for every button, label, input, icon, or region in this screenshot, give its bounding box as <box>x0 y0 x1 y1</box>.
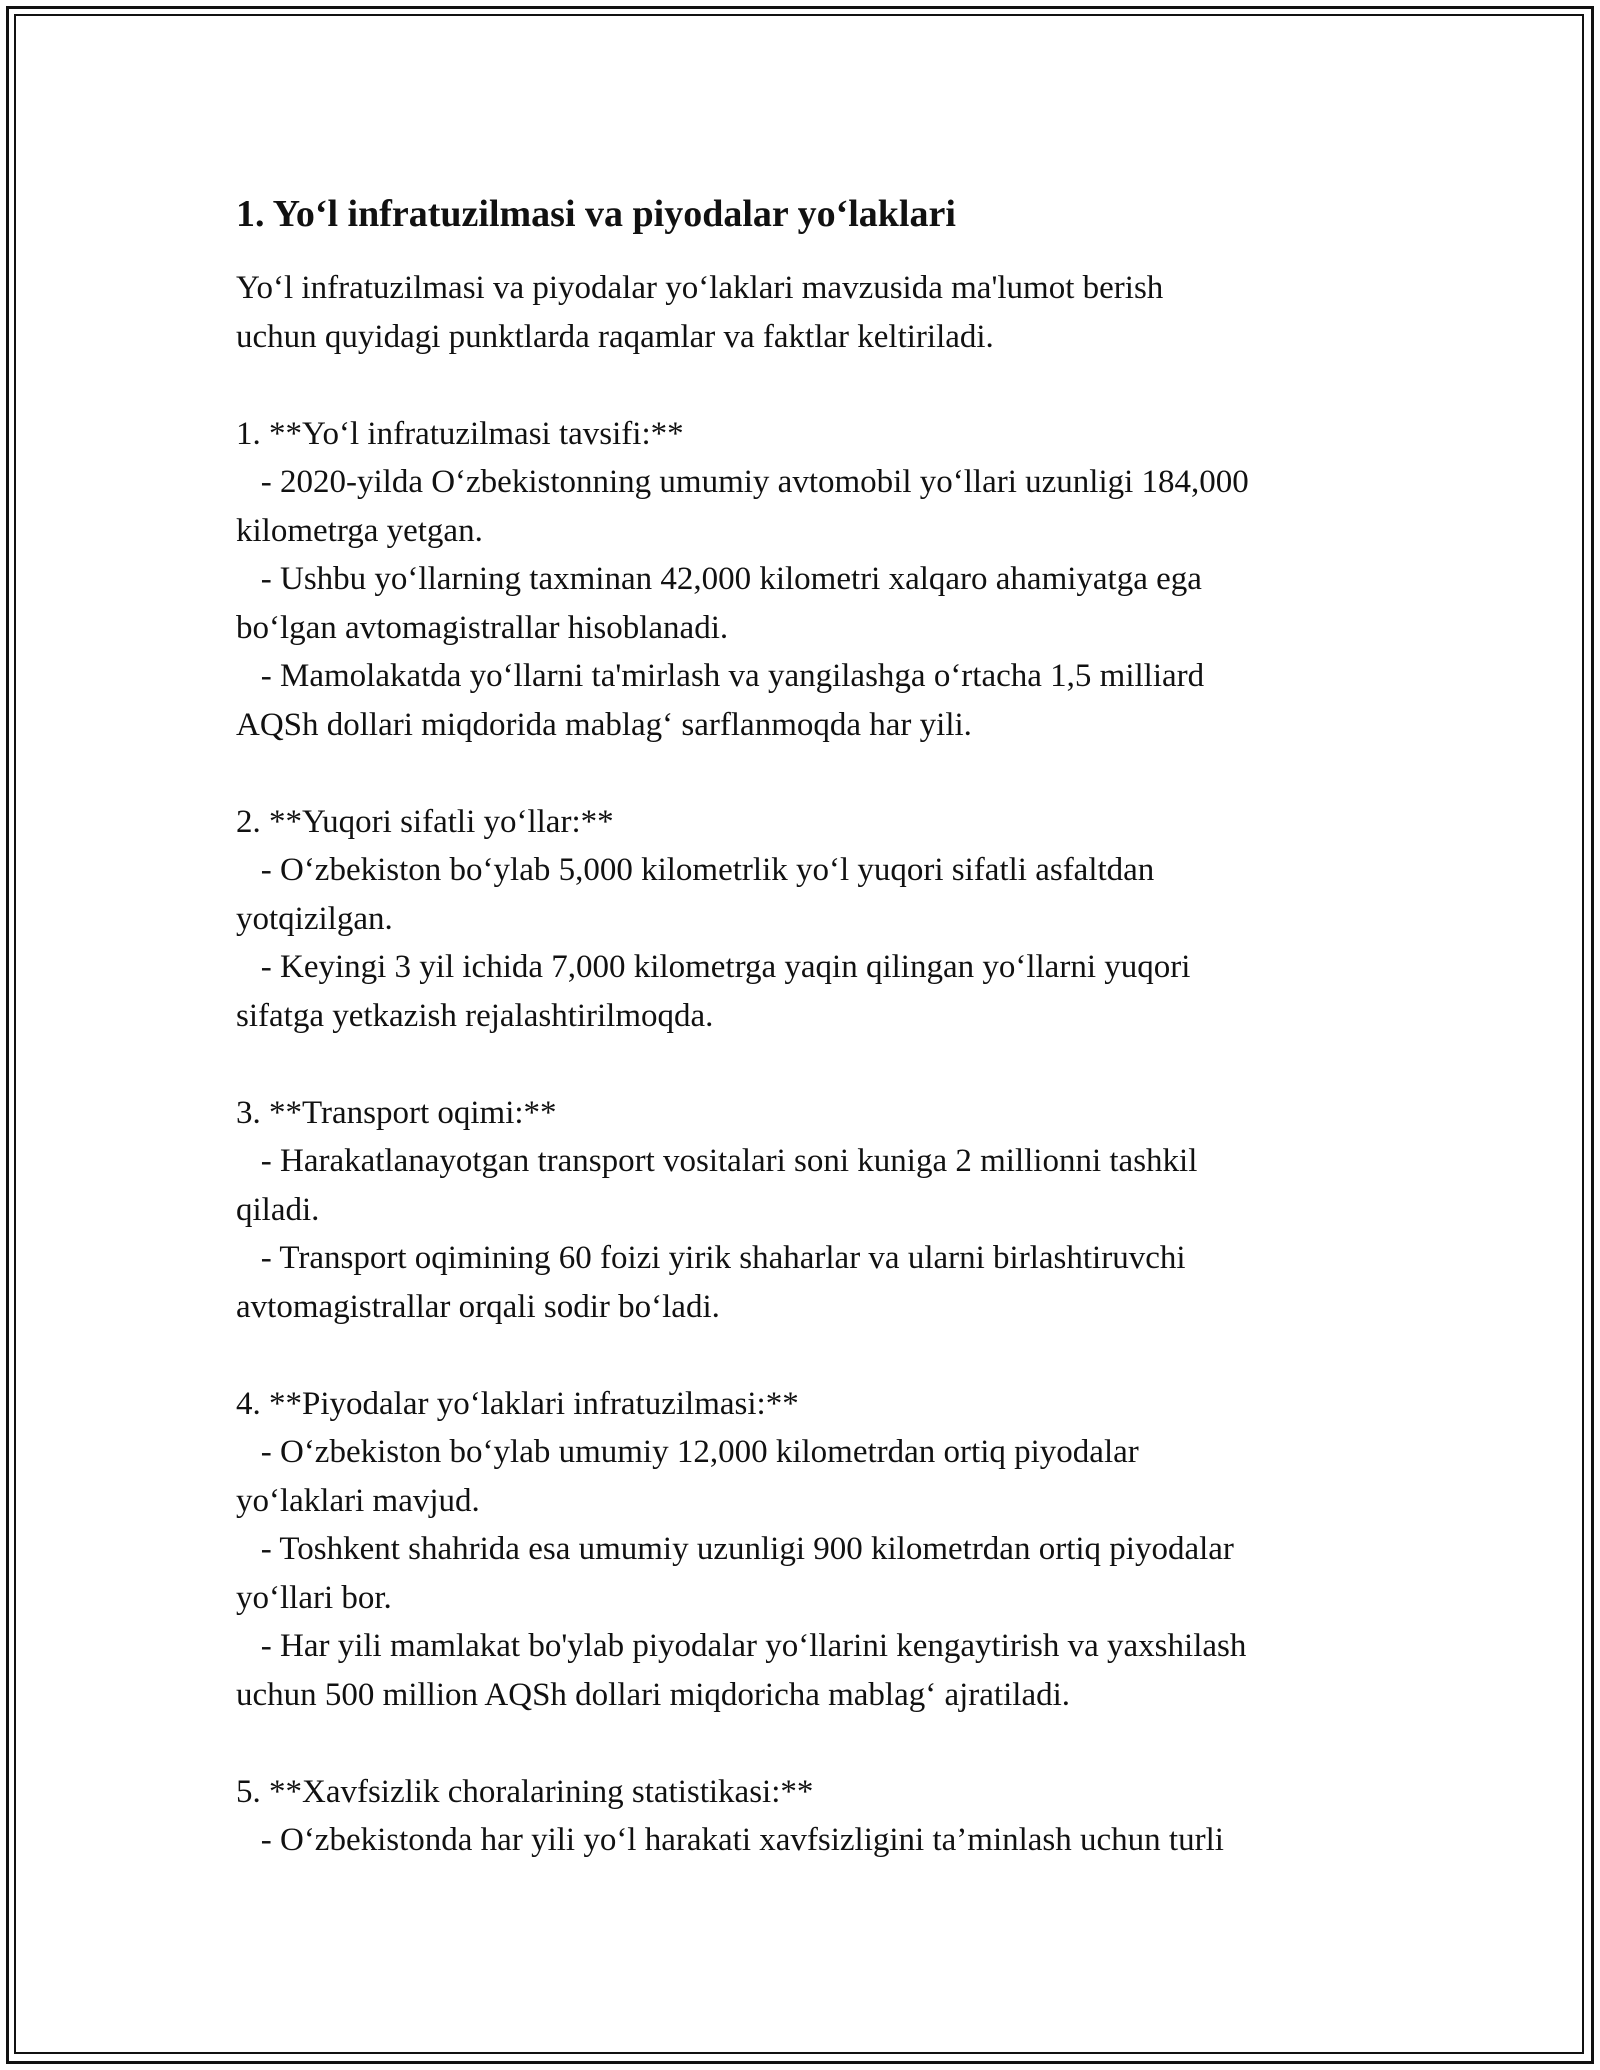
bullet-continuation: sifatga yetkazish rejalashtirilmoqda. <box>236 997 714 1034</box>
bullet-line: - Har yili mamlakat bo'ylab piyodalar yo‘llarini kengaytirish va yaxshilash <box>236 1628 1247 1664</box>
section-2 <box>236 798 1386 1041</box>
intro-line: Yo‘l infratuzilmasi va piyodalar yo‘laklari mavzusida ma'lumot berish <box>236 270 1164 306</box>
bullet-continuation: yo‘llari bor. <box>236 1579 392 1616</box>
section-5 <box>236 1768 1386 1865</box>
bullet-continuation: AQSh dollari miqdorida mablag‘ sarflanmoqda har yili. <box>236 706 972 743</box>
section-heading: 3. **Transport oqimi:** <box>236 1094 557 1131</box>
bullet-continuation: uchun 500 million AQSh dollari miqdoricha mablag‘ ajratiladi. <box>236 1676 1071 1713</box>
section-heading: 4. **Piyodalar yo‘laklari infratuzilmasi:** <box>236 1385 799 1422</box>
bullet-line: - Keyingi 3 yil ichida 7,000 kilometrga yaqin qilingan yo‘llarni yuqori <box>236 949 1191 985</box>
bullet-line: - Ushbu yo‘llarning taxminan 42,000 kilometri xalqaro ahamiyatga ega <box>236 561 1202 597</box>
bullet-line: - O‘zbekiston bo‘ylab umumiy 12,000 kilometrdan ortiq piyodalar <box>236 1434 1139 1470</box>
section-3 <box>236 1089 1386 1332</box>
section-heading: 2. **Yuqori sifatli yo‘llar:** <box>236 803 614 840</box>
bullet-continuation: bo‘lgan avtomagistrallar hisoblanadi. <box>236 609 729 646</box>
section-heading: 1. **Yo‘l infratuzilmasi tavsifi:** <box>236 415 684 452</box>
bullet-line: - Toshkent shahrida esa umumiy uzunligi 900 kilometrdan ortiq piyodalar <box>236 1531 1234 1567</box>
bullet-continuation: qiladi. <box>236 1191 320 1228</box>
document-title: 1. Yo‘l infratuzilmasi va piyodalar yo‘laklari <box>236 193 956 235</box>
bullet-line: - Harakatlanayotgan transport vositalari soni kuniga 2 millionni tashkil <box>236 1143 1198 1179</box>
bullet-continuation: avtomagistrallar orqali sodir bo‘ladi. <box>236 1288 720 1325</box>
intro-paragraph <box>236 264 1386 361</box>
bullet-line: - O‘zbekistonda har yili yo‘l harakati xavfsizligini ta’minlash uchun turli <box>236 1822 1224 1858</box>
section-4 <box>236 1380 1386 1720</box>
document-body <box>236 188 1386 1865</box>
section-heading: 5. **Xavfsizlik choralarining statistikasi:** <box>236 1773 814 1810</box>
intro-line: uchun quyidagi punktlarda raqamlar va faktlar keltiriladi. <box>236 318 994 355</box>
bullet-continuation: yo‘laklari mavjud. <box>236 1482 480 1519</box>
bullet-continuation: yotqizilgan. <box>236 900 393 937</box>
bullet-line: - 2020-yilda O‘zbekistonning umumiy avtomobil yo‘llari uzunligi 184,000 <box>236 464 1249 500</box>
bullet-line: - O‘zbekiston bo‘ylab 5,000 kilometrlik yo‘l yuqori sifatli asfaltdan <box>236 852 1155 888</box>
bullet-continuation: kilometrga yetgan. <box>236 512 483 549</box>
section-1 <box>236 410 1386 750</box>
bullet-line: - Transport oqimining 60 foizi yirik shaharlar va ularni birlashtiruvchi <box>236 1240 1186 1276</box>
bullet-line: - Mamolakatda yo‘llarni ta'mirlash va yangilashga o‘rtacha 1,5 milliard <box>236 658 1205 694</box>
